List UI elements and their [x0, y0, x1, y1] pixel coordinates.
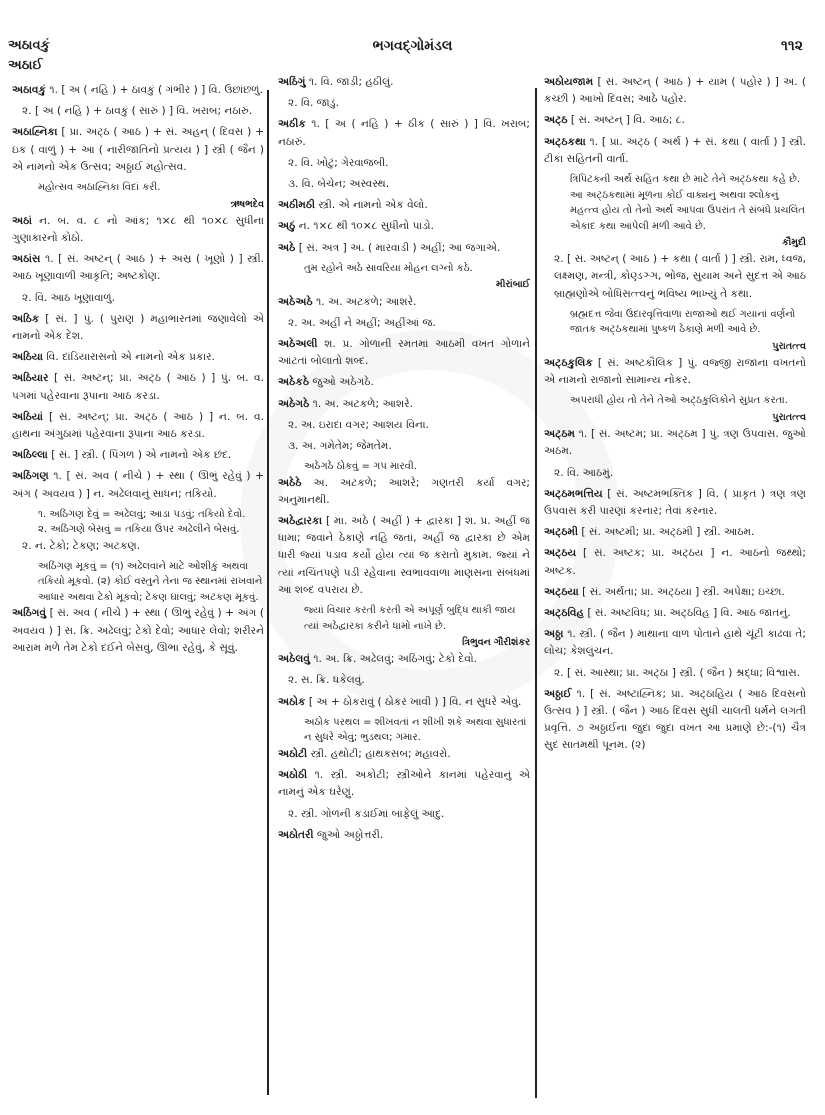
- guide-word-top: અઠાવકું: [8, 38, 50, 53]
- dictionary-entry: [278, 396, 530, 413]
- headword: અટ્ઠકથા: [544, 135, 586, 148]
- headword: અઠિંગણ: [12, 470, 49, 483]
- definition-text: ૨. અ. અહીં ને અહીં; અહીંઆં જ.: [288, 316, 436, 329]
- definition-text: ન. બ. વ. ૮ નો આંક; ૧×૮ થી ૧૦×૮ સુધીના ગુણાકારનો કોઠો.: [12, 214, 264, 244]
- dictionary-entry: [278, 197, 530, 214]
- headword: અઠિયાં: [12, 410, 44, 423]
- column-divider: [535, 88, 537, 1098]
- dictionary-entry: [544, 605, 806, 622]
- definition-text: ન. ૧×૮ થી ૧૦×૮ સુધીનો પાડો.: [298, 220, 434, 233]
- definition-text: સ્ત્રી. હથોટી; હાથકસબ; મહાવરો.: [310, 747, 451, 760]
- definition-text: [ સં. અત્ર ] અ. ( મારવાડી ) અહીં; આ જગાએ.: [298, 241, 501, 254]
- headword: અટ્ઠમભત્તિય: [544, 487, 603, 500]
- definition-text: ૨. વિ. આઠમું.: [554, 466, 614, 479]
- definition-text: જુઓ અઠેગઠે.: [312, 376, 374, 389]
- definition-text: [ સં. અષ્ટમભક્તિક ] વિ. ( પ્રાકૃત ) ત્રણ ત્રણ ઉપવાસ કરી પારણાં કરનાર; તેવાં કરનાર.: [544, 487, 806, 517]
- definition-text: [ મા. અઠે ( અહીં ) + દ્વારકા ] શ. પ્ર. અહીં જ ધામા; જવાને ઠેકાણે નહિ જતાં, અહીં જ દ્વારકા છે એમ ધારી જ્યાં પડાવ કર્યો હોય ત્યાં જ કરાતો મુકામ. જ્યાં ને ત્યાં નચિંતપણે પડી રહેવાના સ્વભાવવાળા માણસના સંબંધમાં આ શબ્દ વપરાય છે.: [278, 515, 530, 596]
- sense-entry: [278, 95, 530, 112]
- headword: અઠોટી: [278, 747, 308, 760]
- usage-example: અઠિંગણ મૂકવું = (૧) અઢેલવાને માટે ઓશીકું અથવા તકિયો મૂકવો. (૨) કોઈ વસ્તુને તેના જ સ્થાનમાં રાખવાને આધાર અથવા ટેકો મૂકવો; ટેકણ ઘાલવું; અટકણ મૂકવું.: [38, 560, 263, 603]
- headword: અઠેઠે: [278, 476, 302, 489]
- usage-example: અઠોક પરથલ = શીખવતાં ન શીખી શકે અથવા સુધારતાં ન સુધરે એવું; ભુડથલ; ગમાર.: [304, 716, 527, 744]
- citation-source: પુરાતત્ત્વ: [772, 411, 806, 423]
- sense-entry: [278, 806, 530, 823]
- definition-text: [ સં. અષ્ટમી; પ્રા. અટ્ઠમી ] સ્ત્રી. આઠમ.: [581, 526, 755, 539]
- dictionary-entry: [12, 447, 264, 464]
- definition-text: ૩. વિ. બેચેન; અસ્વસ્થ.: [288, 178, 390, 191]
- headword: અટ્ઠકુલિક: [544, 357, 593, 370]
- dictionary-entry: [544, 524, 806, 541]
- headword: અઠિલ્લા: [12, 449, 48, 462]
- dictionary-entry: [12, 349, 264, 366]
- dictionary-entry: [544, 686, 806, 755]
- dictionary-title: ભગવદ્ગોમંડલ: [372, 38, 453, 54]
- definition-text: ૧. [ સં. અવ ( નીચે ) + સ્થા ( ઊભું રહેવું ) + અંગ ( અવયવ ) ] ન. અઢેલવાનું સાધન; તકિયો.: [12, 470, 264, 500]
- usage-example: મહોત્સવ અઠાહ્નિકા વિદાં કરી.: [38, 182, 161, 194]
- dictionary-entry: [278, 294, 530, 311]
- guide-word-bottom: અઠાઈ: [8, 58, 43, 73]
- citation-source: પુરાતત્ત્વ: [772, 340, 806, 352]
- definition-text: ૧. અ. અટકળે; આશરે.: [312, 397, 413, 410]
- dictionary-entry: [12, 370, 264, 404]
- usage-example: અઠેગઠે ઠોકવું = ગપ મારવી.: [304, 461, 417, 473]
- sense-entry: [544, 665, 806, 682]
- dictionary-entry: [278, 74, 530, 91]
- definition-text: ૨. સ. ક્રિ. ધકેલવું.: [288, 674, 365, 687]
- definition-text: ૧. અ. ક્રિ. અઢેલવું; અઠિંગવું; ટેકો દેવો.: [313, 653, 477, 666]
- dictionary-entry: [12, 409, 264, 443]
- page-header: [0, 38, 825, 73]
- definition-text: [ સં. અષ્ટન્ ( આઠ ) + યામ ( પહોર ) ] અ. ( કચ્છી ) આખો દિવસ; આઠે પહોર.: [544, 76, 806, 106]
- usage-example: ૧. અઠિંગણ દેવું = અઢેલવું; આડા પડવું; તકિયો દેવો.: [38, 508, 246, 520]
- definition-text: ૨. [ સં. અષ્ટન્ ( આઠ ) + કથા ( વાર્તા ) ] સ્ત્રી. રામ, ધ્વજ, લક્ષ્મણ, મન્ત્રી, કોણ્ડઞ્ઞ, ભોજ, સુયામ અને સુદત્ત એ આઠ બ્રાહ્મણોએ બોધિસત્ત્વનું ભવિષ્ય ભાખ્યું તે કથા.: [554, 253, 806, 300]
- headword: અઠોતરી: [278, 828, 314, 841]
- dictionary-entry: [278, 513, 530, 599]
- dictionary-entry: [278, 827, 530, 844]
- definition-text: [ સં. અષ્ટક; પ્રા. અટ્ઠય ] ન. આઠનો જથ્થો; અષ્ટક.: [544, 547, 806, 577]
- sense-entry: [12, 103, 264, 120]
- headword: અટ્ઠયા: [544, 585, 579, 598]
- definition-text: [ સં. અષ્ટકૌલિક ] પું. વજ્જી રાજાના વખતનો એ નામનો રાજાનો સામાન્ય નોકર.: [544, 357, 806, 387]
- middle-column: [278, 74, 530, 848]
- dictionary-entry: [12, 468, 264, 502]
- citation-source: ઋષભદેવ: [230, 198, 264, 210]
- headword: અઠેકઠે: [278, 376, 309, 389]
- headword: અઠેલવું: [278, 653, 310, 666]
- definition-text: શ. પ્ર. ગોળાની રમતમાં આઠમી વખત ગોળાને આંટતાં બોલાતો શબ્દ.: [278, 337, 530, 368]
- dictionary-entry: [544, 426, 806, 460]
- dictionary-entry: [278, 336, 530, 370]
- dictionary-entry: [544, 134, 806, 168]
- dictionary-entry: [278, 116, 530, 150]
- citation-source: મીરાંબાઈ: [496, 279, 530, 291]
- dictionary-entry: [278, 767, 530, 801]
- definition-text: ૨. વિ. ખોટું; ગેરવાજબી.: [288, 156, 389, 169]
- citation-source: કૌમુદી: [782, 237, 806, 249]
- sense-entry: [278, 176, 530, 193]
- column-divider: [267, 90, 269, 1095]
- sense-entry: [278, 672, 530, 689]
- headword: અઠે: [278, 241, 296, 254]
- headword: અઠિયા: [12, 351, 44, 364]
- definition-text: ૧. [ સં. અષ્ટમ; પ્રા. અટ્ઠમ ] પું. ત્રણ ઉપવાસ. જુઓ અઠમ.: [544, 428, 806, 458]
- sense-entry: [278, 315, 530, 332]
- definition-text: ૨. ન. ટેકો; ટેકણ; અટકણ.: [22, 539, 141, 552]
- dictionary-entry: [278, 218, 530, 235]
- headword: અઠ્ઠા: [544, 628, 564, 641]
- headword: અટ્ઠય: [544, 547, 577, 560]
- dictionary-entry: [12, 124, 264, 176]
- dictionary-entry: [544, 545, 806, 579]
- right-column: [544, 74, 806, 759]
- citation-source: ત્રિભુવન ગૌરીશંકર: [462, 637, 530, 649]
- dictionary-entry: [278, 475, 530, 509]
- definition-text: ૧. [ અ ( નહિ ) + ઠાવકું ( ગંભીર ) ] વિ. ઉછાંછળું.: [49, 84, 263, 96]
- definition-text: [ સં. ] સ્ત્રી. ( પિંગળ ) એ નામનો એક છંદ.: [51, 449, 232, 462]
- definition-text: ૨. વિ. જાડું.: [288, 97, 339, 110]
- headword: અઠીક: [278, 118, 306, 131]
- usage-example: બ્રહ્મદત્ત જેવા ઉદારવૃત્તિવાળા રાજાઓ થઈ ગયાનાં વર્ણનો જાતક અટ્ઠકથામાં પુષ્કળ ઠેકાણે મળી આવે છે.: [570, 308, 796, 336]
- sense-entry: [12, 538, 264, 555]
- definition-text: ૧. [ અ ( નહિ ) + ઠીક ( સારું ) ] વિ. ખરાબ; નઠારું.: [278, 118, 530, 148]
- headword: અટ્ઠમ: [544, 428, 575, 441]
- dictionary-entry: [544, 112, 806, 129]
- usage-example: અપરાધી હોય તો તેને તેઓ અટ્ઠકુલિકોને સુપ્રત કરતા.: [570, 395, 788, 407]
- definition-text: ૨. વિ. આઠ ખૂણાવાળું.: [22, 291, 116, 304]
- headword: અઠીમઠી: [278, 199, 316, 212]
- headword: અઠું: [278, 220, 296, 233]
- headword: અટ્ઠવિહ: [544, 606, 585, 619]
- definition-text: ૧. [ સં. અષ્ટન્ ( આઠ ) + અસ્ર ( ખૂણો ) ] સ્ત્રી. આઠ ખૂણાવાળી આકૃતિ; અષ્ટકોણ.: [12, 253, 264, 283]
- sense-entry: [278, 417, 530, 434]
- definition-text: [ સં. અષ્ટવિધ; પ્રા. અટ્ઠવિહ ] વિ. આઠ જાતનું.: [587, 606, 791, 619]
- definition-text: [ સં. અવ ( નીચે ) + સ્થા ( ઊભું રહેવું ) + અંગ ( અવયવ ) ] સ. ક્રિ. અઢેલવું; ટેકો દેવો; આધાર લેવો; શરીરને આરામ મળે તેમ ટેકો દઈને બેસવું, ઊભા રહેવું, કે સૂવું.: [12, 607, 264, 654]
- dictionary-entry: [12, 605, 264, 657]
- definition-text: [ સં. અષ્ટન્; પ્રા. અટ્ઠ ( આઠ ) ] પું. બ. વ. પગમાં પહેરવાના રૂપાના આઠ કરડા.: [12, 372, 264, 402]
- left-column: [12, 82, 264, 661]
- headword: અઠિયાર: [12, 372, 49, 385]
- headword: અઠેદ્વારકા: [278, 515, 323, 528]
- dictionary-entry: [12, 213, 264, 247]
- definition-text: ૨. [ અ ( નહિ ) + ઠાવકું ( સારું ) ] વિ. ખરાબ; નઠારું.: [22, 105, 253, 118]
- dictionary-entry: [544, 74, 806, 108]
- dictionary-entry: [12, 82, 264, 99]
- headword: અઠોયજામ: [544, 76, 594, 88]
- headword: અટ્ઠ: [544, 114, 568, 127]
- headword: અઠેઅઠે: [278, 295, 313, 308]
- sense-entry: [544, 251, 806, 303]
- headword: અઠિંગું: [278, 76, 306, 88]
- headword: અઠિંગવું: [12, 607, 47, 620]
- usage-example: જ્યાં વિચાર કરતી કરતી એ અપૂર્ણ બુદ્ધિ થાકી જાય ત્યાં અઠેદ્વારકા કરીને ધામો નાખે છે.: [304, 605, 516, 632]
- definition-text: ૨. સ્ત્રી. ગોળની કડાઈમાં બાફેલું આદુ.: [288, 807, 445, 820]
- definition-text: વિ. દાંડિયારાસનો એ નામનો એક પ્રકાર.: [46, 351, 215, 364]
- definition-text: ૧. સ્ત્રી. ( જૈન ) માથાના વાળ પોતાને હાથે ચૂંટી કાઢવા તે; લોચ; કેશલુંચન.: [544, 628, 806, 658]
- dictionary-entry: [544, 355, 806, 389]
- headword: અઠિક: [12, 312, 40, 325]
- definition-text: ૩. અ. ગમેતેમ; જેમતેમ.: [288, 439, 392, 452]
- definition-text: ૧. [ પ્રા. અટ્ઠ ( અર્થ ) + સં. કથા ( વાર્તા ) ] સ્ત્રી. ટીકા સહિતની વાર્તા.: [544, 135, 806, 165]
- sense-entry: [278, 438, 530, 455]
- definition-text: ૨. [ સં. આસ્થા; પ્રા. અટ્ઠા ] સ્ત્રી. ( જૈન ) શ્રદ્ધા; વિશ્વાસ.: [554, 666, 801, 679]
- headword: અઠોક: [278, 695, 306, 708]
- sense-entry: [544, 465, 806, 482]
- dictionary-entry: [278, 374, 530, 391]
- definition-text: [ સં. અર્થતા; પ્રા. અટ્ઠયા ] સ્ત્રી. અપેક્ષા; ઇચ્છા.: [582, 585, 785, 598]
- dictionary-entry: [278, 240, 530, 257]
- definition-text: [ સં. ] પું. ( પુરાણ ) મહાભારતમાં જણાવેલો એ નામનો એક દેશ.: [12, 312, 264, 342]
- headword: અઠાહ્નિકા: [12, 126, 58, 139]
- definition-text: [ સં. અષ્ટન્; પ્રા. અટ્ઠ ( આઠ ) ] ન. બ. વ. હાથના અંગુઠામાં પહેરવાના રૂપાના આઠ કરડા.: [12, 410, 264, 440]
- headword: અઠોઠી: [278, 769, 308, 782]
- dictionary-entry: [544, 486, 806, 520]
- definition-text: ૧. [ સં. અષ્ટાહ્નિક; પ્રા. અટ્ઠાહિય ( આઠ દિવસનો ઉત્સવ ) ] સ્ત્રી. ( જૈન ) આઠ દિવસ સુધી ચાલતી ધર્મને લગતી પ્રવૃત્તિ. ૭ અઠ્ઠાઈના જુદા જુદા વખત આ પ્રમાણે છે:-(૧) ચૈત્ર સુદ સાતમથી પૂનમ. (૨): [544, 687, 806, 752]
- dictionary-entry: [278, 651, 530, 668]
- headword: અઠાંસ: [12, 253, 41, 266]
- dictionary-entry: [278, 694, 530, 711]
- definition-text: સ્ત્રી. એ નામનો એક વેલો.: [318, 199, 428, 212]
- definition-text: [ અ + ઠોકરાવું ( ઠોકર ખાવી ) ] વિ. ન સુધરે એવું.: [308, 695, 522, 708]
- definition-text: [ પ્રા. અટ્ઠ ( આઠ ) + સં. અહન્ ( દિવસ ) + ઇક ( વાળું ) + આ ( નારીજાતિનો પ્રત્યય ) ] સ્ત્રી ( જૈન ) એ નામનો એક ઉત્સવ; અઠ્ઠાઈ મહોત્સવ.: [12, 126, 265, 173]
- dictionary-entry: [278, 746, 530, 763]
- definition-text: ૧. સ્ત્રી. અકોટી; સ્ત્રીઓને કાનમાં પહેરવાનું એ નામનું એક ઘરેણું.: [278, 769, 530, 799]
- usage-example: તુમ રહોને અઠે સાવરિયા મોહન લગ્નો કઠે.: [304, 262, 473, 274]
- definition-text: અ. અટકળે; આશરે; ગણતરી કર્યા વગર; અનુમાનથી.: [278, 476, 530, 506]
- headword: અઠેગઠે: [278, 397, 310, 410]
- sense-entry: [12, 290, 264, 307]
- definition-text: જુઓ અઠ્ઠોત્તરી.: [316, 828, 384, 841]
- usage-example: ૨. અઠિંગણે બેસવું = તકિયા ઉપર અઢેલીને બેસવું.: [38, 524, 240, 536]
- dictionary-entry: [12, 311, 264, 345]
- dictionary-entry: [12, 251, 264, 285]
- headword: અટ્ઠમી: [544, 526, 579, 539]
- definition-text: [ સં. અષ્ટન્ ] વિ. આઠ; ૮.: [570, 114, 685, 127]
- headword: અઠાવકું: [12, 84, 47, 96]
- definition-text: ૧. વિ. જાડી; હઠીલું.: [308, 76, 394, 88]
- headword: અઠાં: [12, 214, 32, 227]
- headword: અઠ્ઠાઈ: [544, 687, 572, 700]
- sense-entry: [278, 155, 530, 172]
- page-number: ૧૧૨: [781, 38, 803, 54]
- definition-text: ૨. અ. ઇરાદા વગર; આશય વિના.: [288, 418, 429, 431]
- dictionary-entry: [544, 584, 806, 601]
- headword: અઠેઅલી: [278, 337, 318, 350]
- dictionary-entry: [544, 626, 806, 660]
- definition-text: ૧. અ. અટકળે; આશરે.: [316, 295, 417, 308]
- usage-example: ત્રિપિટકની અર્થ સહિત કથા છે માટે તેને અટ્ઠકથા કહે છે. આ અટ્ઠકથામાં મૂળના કોઈ વાક્યનું અથવા શ્લોકનું મહત્ત્વ હોય તો તેનો અર્થ આપવા ઉપરાંત તે સંબંધે પ્રચલિત એકાદ કથા આપેલી મળી આવે છે.: [570, 174, 805, 232]
